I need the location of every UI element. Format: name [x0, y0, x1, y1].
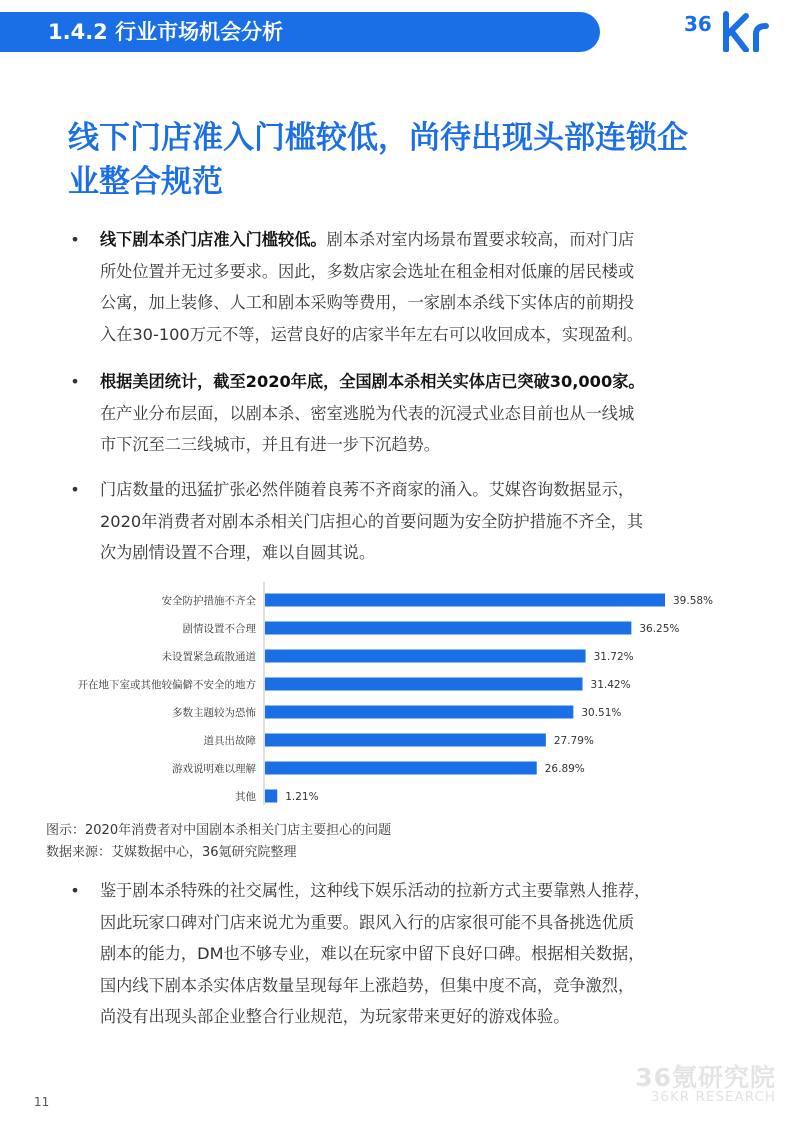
chart-bar — [265, 594, 665, 607]
chart-value-label: 1.21% — [285, 791, 319, 803]
chart-value-label: 30.51% — [581, 707, 622, 719]
chart-category-label: 开在地下室或其他较偏僻不安全的地方 — [77, 679, 256, 691]
bullet-line: 鉴于剧本杀特殊的社交属性，这种线下娱乐活动的拉新方式主要靠熟人推荐， — [100, 881, 651, 900]
chart-value-label: 31.42% — [590, 679, 631, 691]
bullet-line: 入在30-100万元不等，运营良好的店家半年左右可以收回成本，实现盈利。 — [100, 324, 643, 344]
bullet-dot-icon: • — [70, 881, 80, 900]
bullet-line: 次为剧情设置不合理，难以自圆其说。 — [100, 543, 376, 562]
bullet-dot-icon: • — [70, 372, 80, 391]
bullet-dot-icon: • — [70, 230, 80, 249]
bullet-paragraph — [70, 875, 728, 1033]
chart-bar — [265, 678, 583, 691]
chart-value-label: 39.58% — [673, 595, 714, 607]
chart-value-label: 26.89% — [544, 763, 585, 775]
logo-36kr-icon — [680, 6, 780, 52]
chart-bar — [265, 650, 586, 663]
bullet-line: 尚没有出现头部企业整合行业规范，为玩家带来更好的游戏体验。 — [100, 1007, 570, 1026]
chart-value-label: 31.72% — [593, 651, 634, 663]
chart-category-label: 其他 — [235, 791, 256, 803]
bullet-line — [100, 366, 728, 398]
chart-value-label: 36.25% — [639, 623, 680, 635]
bullet-paragraph — [70, 224, 728, 350]
bullet-bold-lead: 线下剧本杀门店准入门槛较低。 — [100, 230, 327, 249]
chart-bar — [265, 790, 277, 803]
bullet-line: 剧本的能力，DM也不够专业，难以在玩家中留下良好口碑。根据相关数据， — [100, 944, 645, 963]
chart-category-label: 道具出故障 — [203, 735, 256, 747]
bullet-line: 市下沉至二三线城市，并且有进一步下沉趋势。 — [100, 435, 440, 454]
bullet-line: 因此玩家口碑对门店来说尤为重要。跟风入行的店家很可能不具备挑选优质 — [100, 912, 635, 932]
page-number: 11 — [34, 1095, 50, 1109]
bullet-line: 门店数量的迅猛扩张必然伴随着良莠不齐商家的涌入。艾媒咨询数据显示， — [100, 480, 635, 499]
source-caption: 数据来源：艾媒数据中心，36氪研究院整理 — [46, 845, 297, 860]
bullet-line: 在产业分布层面，以剧本杀、密室逃脱为代表的沉浸式业态目前也从一线城 — [100, 403, 635, 423]
bullet-paragraph — [70, 474, 728, 569]
chart-category-label: 剧情设置不合理 — [182, 623, 256, 635]
chart-category-label: 游戏说明难以理解 — [172, 763, 256, 775]
chart-bar — [265, 622, 631, 635]
chart-category-label: 多数主题较为恐怖 — [172, 707, 256, 719]
page-title-line: 业整合规范 — [68, 164, 223, 200]
section-title: 1.4.2 行业市场机会分析 — [48, 20, 284, 44]
chart-value-label: 27.79% — [553, 735, 594, 747]
chart-bar — [265, 762, 537, 775]
watermark-36kr-research-en: 36KR RESEARCH — [650, 1089, 776, 1105]
watermark-36kr-research-cn: 36氪研究院 — [635, 1063, 776, 1092]
chart-bar — [265, 706, 573, 719]
page-title-line: 线下门店准入门槛较低，尚待出现头部连锁企 — [68, 120, 688, 156]
chart-bar — [265, 734, 546, 747]
chart-category-label: 未设置紧急疏散通道 — [161, 651, 256, 663]
bullet-bold-lead: 根据美团统计，截至2020年底，全国剧本杀相关实体店已突破30,000家。 — [100, 372, 645, 391]
bar-chart — [0, 580, 794, 805]
bullet-paragraph — [70, 366, 728, 461]
figure-caption: 图示：2020年消费者对中国剧本杀相关门店主要担心的问题 — [46, 823, 392, 838]
bullet-line: 公寓，加上装修、人工和剧本采购等费用，一家剧本杀线下实体店的前期投 — [100, 293, 635, 312]
bullet-line: 2020年消费者对剧本杀相关门店担心的首要问题为安全防护措施不齐全，其 — [100, 511, 644, 531]
bullet-line: 国内线下剧本杀实体店数量呈现每年上涨趋势，但集中度不高，竞争激烈， — [100, 975, 635, 995]
logo-36-text: 36 — [684, 12, 712, 36]
bullet-line: 所处位置并无过多要求。因此，多数店家会选址在租金相对低廉的居民楼或 — [100, 261, 635, 281]
bullet-line-text: 剧本杀对室内场景布置要求较高，而对门店 — [326, 230, 635, 249]
bullet-dot-icon: • — [70, 480, 80, 499]
bullet-line — [100, 224, 728, 256]
page-title — [68, 116, 728, 204]
chart-category-label: 安全防护措施不齐全 — [161, 595, 256, 607]
